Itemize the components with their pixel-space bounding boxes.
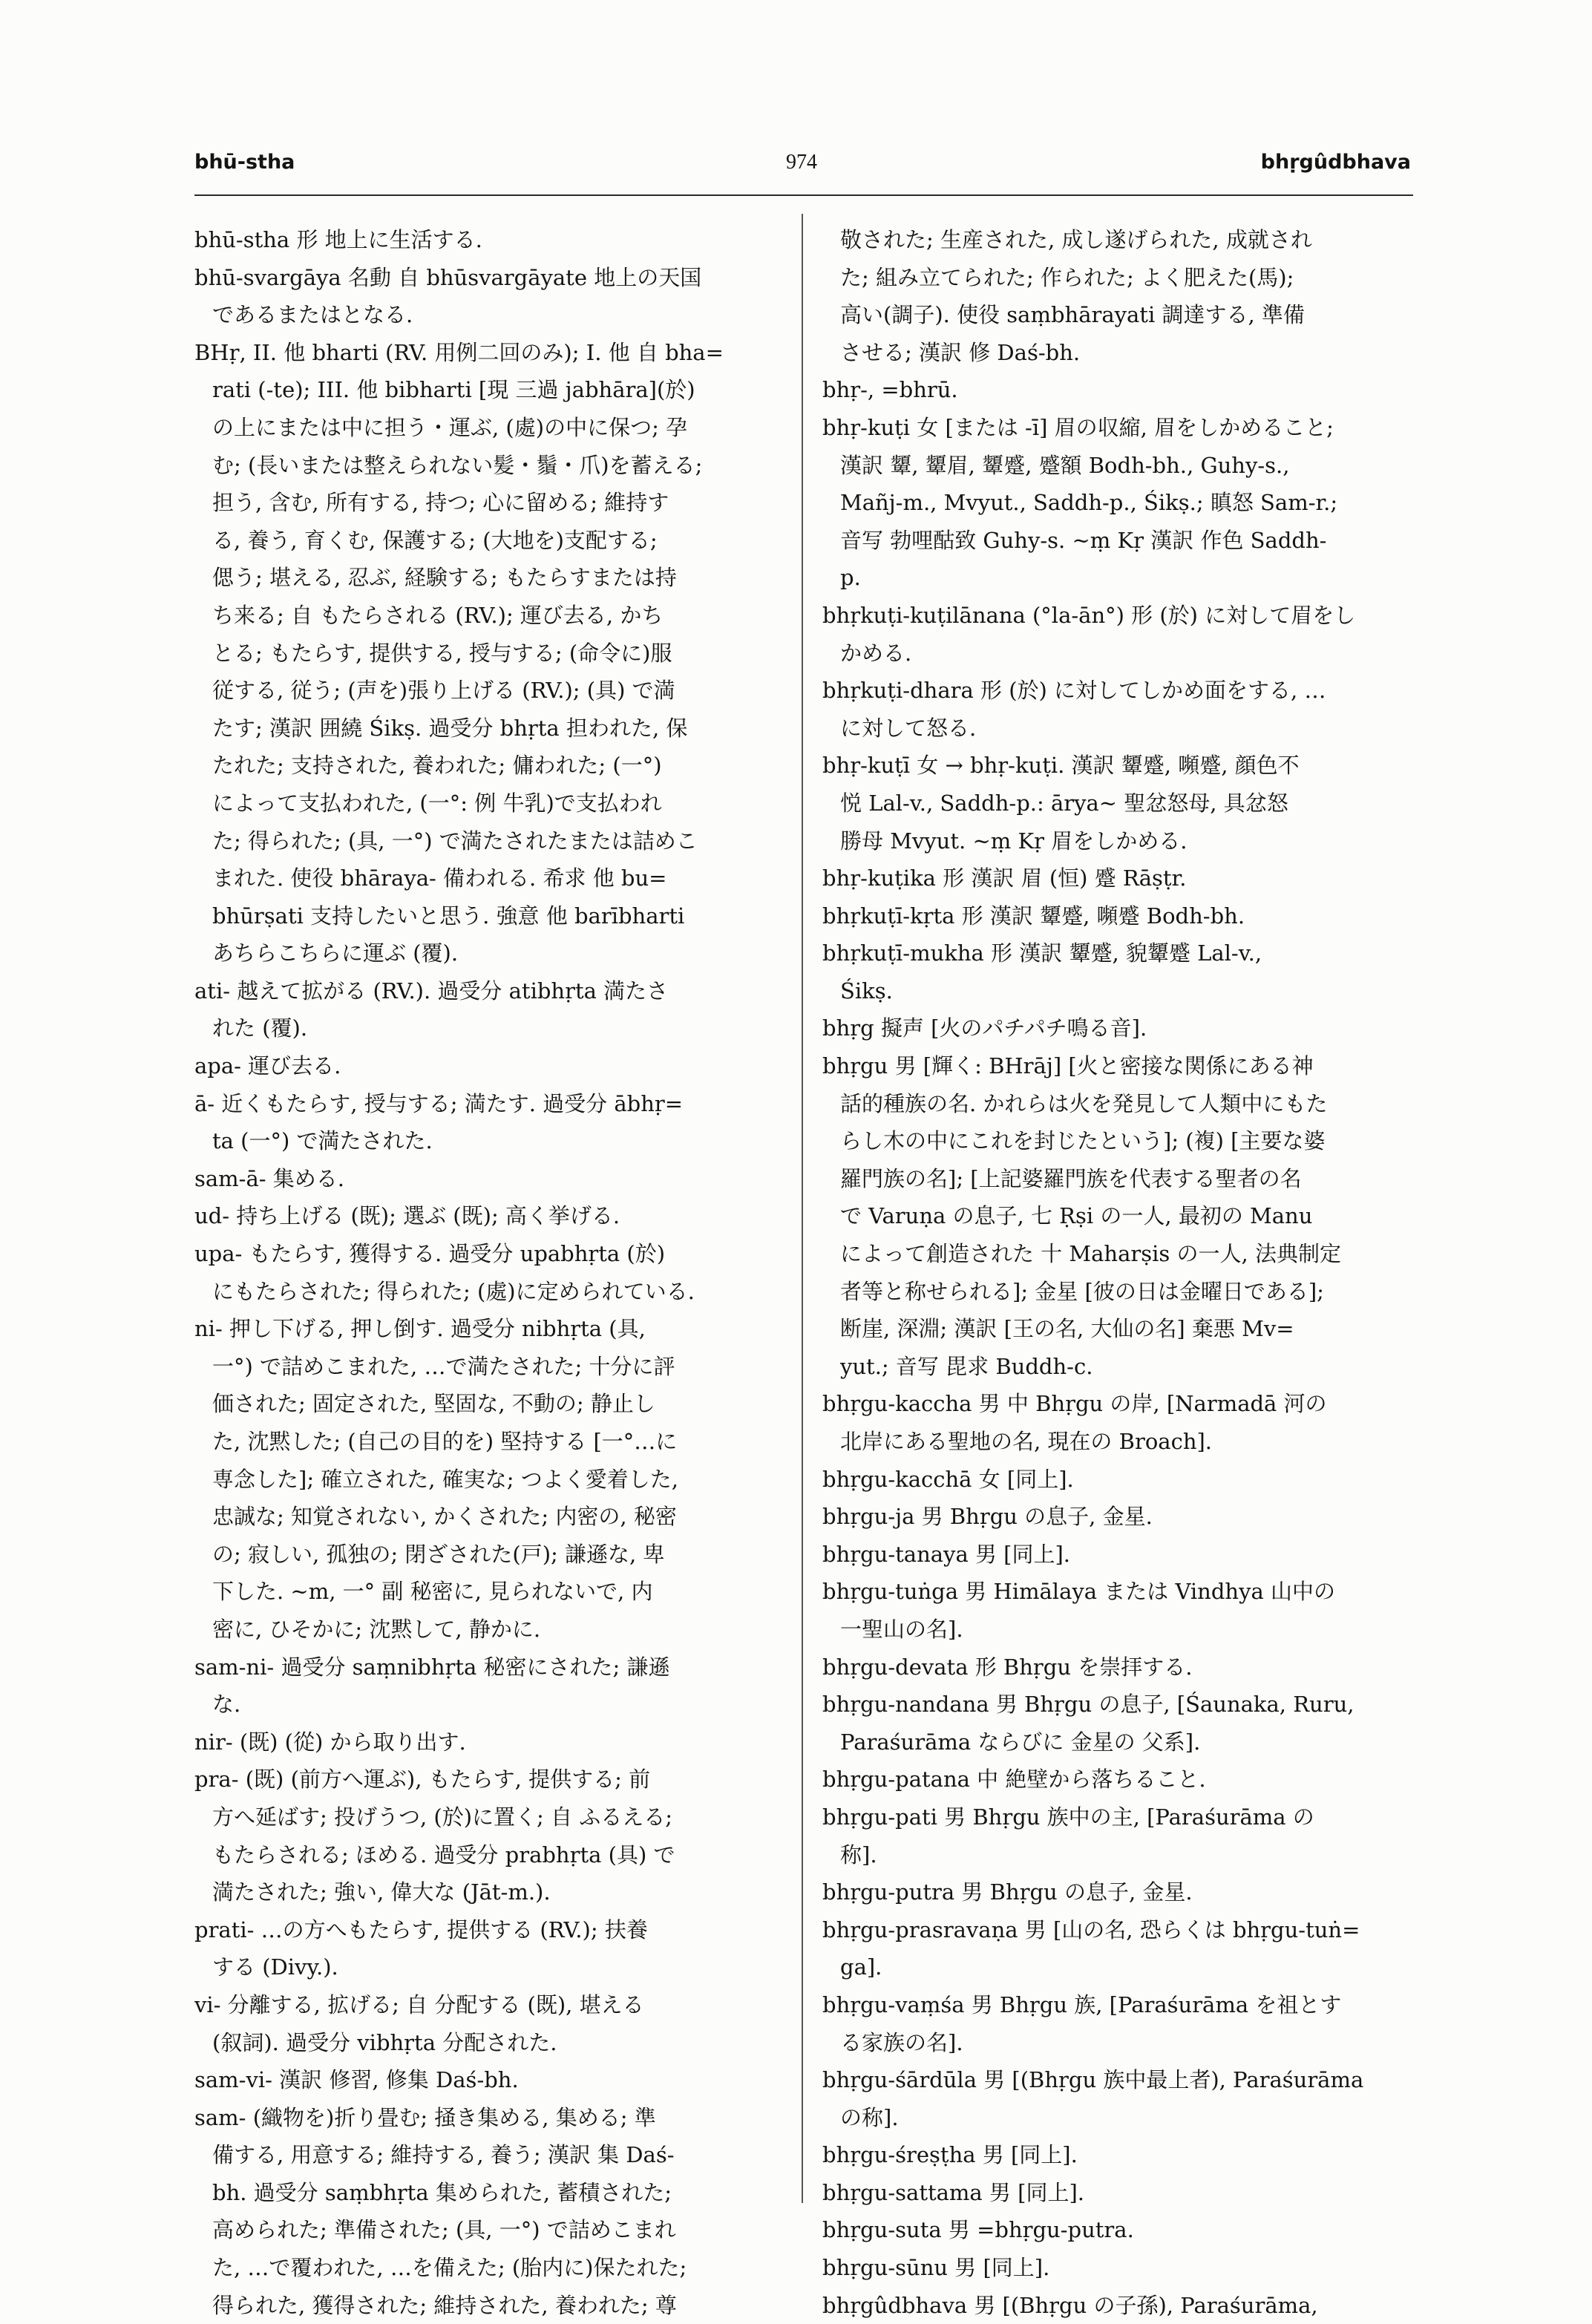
entry-headword-line: bhṛgu-vaṃśa 男 Bhṛgu 族, [Paraśurāma を祖とす [822, 1991, 1342, 2017]
entry-continuation-line: に対して怒る. [840, 715, 977, 741]
entry-continuation-line: 勝母 Mvyut. ~ṃ Kṛ 眉をしかめる. [840, 828, 1188, 854]
entry-continuation-line: 得られた, 獲得された; 維持された, 養われた; 尊 [212, 2292, 677, 2318]
entry-continuation-line: 密に, ひそかに; 沈黙して, 静かに. [212, 1616, 541, 1642]
column-divider [802, 214, 803, 2203]
entry-continuation-line: らし木の中にこれを封じたという]; (複) [主要な婆 [840, 1128, 1326, 1154]
entry-continuation-line: 方へ延ばす; 投げうつ, (於)に置く; 自 ふるえる; [212, 1804, 673, 1830]
entry-continuation-line: 者等と称せられる]; 金星 [彼の日は金曜日である]; [840, 1278, 1324, 1304]
entry-continuation-line: の称]. [840, 2104, 899, 2130]
entry-headword-line: bhṛgu-prasravaṇa 男 [山の名, 恐らくは bhṛgu-tuṅ= [822, 1917, 1360, 1942]
entry-headword-line: bhṛgu-patana 中 絶壁から落ちること. [822, 1767, 1206, 1793]
entry-headword-line: bhṛgu-tanaya 男 [同上]. [822, 1541, 1071, 1567]
entry-continuation-line: る家族の名]. [840, 2029, 963, 2055]
entry-continuation-line: 北岸にある聖地の名, 現在の Broach]. [840, 1429, 1213, 1454]
entry-continuation-line: rati (-te); III. 他 bibharti [現 三過 jabhāra](於) [212, 377, 695, 403]
entry-headword-line: bhṛkuṭi-dhara 形 (於) に対してしかめ面をする, … [822, 678, 1326, 704]
entry-continuation-line: 一°) で詰めこまれた, …で満たされた; 十分に評 [212, 1353, 675, 1379]
entry-continuation-line: 担う, 含む, 所有する, 持つ; 心に留める; 維持す [212, 490, 669, 516]
entry-continuation-line: ga]. [840, 1954, 882, 1980]
entry-continuation-line: 悦 Lal-v., Saddh-p.: ārya~ 聖忿怒母, 具忿怒 [840, 790, 1288, 816]
entry-continuation-line: であるまたはとなる. [212, 302, 413, 328]
entry-headword-line: bhṛ-kuṭika 形 漢訳 眉 (恒) 蹙 Rāṣṭr. [822, 865, 1187, 891]
entry-continuation-line: p. [840, 565, 861, 591]
entry-headword-line: bhṛ-kuṭi 女 [または -ī] 眉の収縮, 眉をしかめること; [822, 414, 1334, 440]
entry-continuation-line: 備する, 用意する; 維持する, 養う; 漢訳 集 Daś- [212, 2142, 675, 2168]
entry-continuation-line: させる; 漢訳 修 Daś-bh. [840, 339, 1081, 365]
entry-continuation-line: 偲う; 堪える, 忍ぶ, 経験する; もたらすまたは持 [212, 565, 677, 591]
entry-continuation-line: とる; もたらす, 提供する, 授与する; (命令に)服 [212, 640, 672, 666]
entry-continuation-line: 高い(調子). 使役 saṃbhārayati 調達する, 準備 [840, 302, 1305, 328]
entry-continuation-line: Śikṣ. [840, 978, 893, 1004]
page-number: 974 [786, 151, 817, 174]
entry-continuation-line: 話的種族の名. かれらは火を発見して人類中にもた [840, 1090, 1328, 1116]
entry-headword-line: ni- 押し下げる, 押し倒す. 過受分 nibhṛta (具, [194, 1316, 646, 1342]
entry-headword-line: bhṛkuṭi-kuṭilānana (°la-ān°) 形 (於) に対して眉をし [822, 602, 1356, 628]
entry-continuation-line: 価された; 固定された, 堅固な, 不動の; 静止し [212, 1391, 655, 1417]
entry-headword-line: bhṛgu-sattama 男 [同上]. [822, 2179, 1084, 2205]
entry-headword-line: bhṛgu 男 [輝く: BHrāj] [火と密接な関係にある神 [822, 1053, 1314, 1079]
entry-headword-line: prati- …の方へもたらす, 提供する (RV.); 扶養 [194, 1917, 648, 1942]
entry-continuation-line: れた (覆). [212, 1015, 308, 1041]
entry-continuation-line: た, 沈黙した; (自己の目的を) 堅持する [一°…に [212, 1429, 678, 1454]
entry-headword-line: bhū-svargāya 名動 自 bhūsvargāyate 地上の天国 [194, 264, 702, 290]
running-head-right: bhṛgûdbhava [1260, 151, 1411, 174]
entry-headword-line: bhṛgûdbhava 男 [(Bhṛgu の子孫), Paraśurāma, [822, 2292, 1318, 2318]
entry-headword-line: bhṛgu-devata 形 Bhṛgu を崇拝する. [822, 1654, 1193, 1680]
entry-continuation-line: 漢訳 顰, 顰眉, 顰蹙, 蹙額 Bodh-bh., Guhy-s., [840, 452, 1290, 478]
entry-continuation-line: 音写 勃哩酤致 Guhy-s. ~ṃ Kṛ 漢訳 作色 Saddh- [840, 527, 1327, 553]
entry-continuation-line: た; 組み立てられた; 作られた; よく肥えた(馬); [840, 264, 1294, 290]
entry-headword-line: bhū-stha 形 地上に生活する. [194, 227, 482, 252]
entry-continuation-line: 敬された; 生産された, 成し遂げられた, 成就され [840, 227, 1312, 252]
entry-headword-line: pra- (既) (前方へ運ぶ), もたらす, 提供する; 前 [194, 1767, 651, 1793]
entry-continuation-line: たす; 漢訳 囲繞 Śikṣ. 過受分 bhṛta 担われた, 保 [212, 715, 688, 741]
entry-headword-line: ud- 持ち上げる (既); 選ぶ (既); 高く挙げる. [194, 1203, 620, 1229]
entry-continuation-line: 従する, 従う; (声を)張り上げる (RV.); (具) で満 [212, 678, 675, 704]
entry-headword-line: upa- もたらす, 獲得する. 過受分 upabhṛta (於) [194, 1241, 666, 1267]
entry-headword-line: bhṛgu-kaccha 男 中 Bhṛgu の岸, [Narmadā 河の [822, 1391, 1327, 1417]
entry-continuation-line: 称]. [840, 1842, 877, 1868]
entry-headword-line: bhṛgu-pati 男 Bhṛgu 族中の主, [Paraśurāma の [822, 1804, 1314, 1830]
entry-continuation-line: 下した. ~m, 一° 副 秘密に, 見られないで, 内 [212, 1579, 653, 1605]
entry-headword-line: apa- 運び去る. [194, 1053, 341, 1079]
entry-continuation-line: bhūrṣati 支持したいと思う. 強意 他 barībharti [212, 903, 685, 929]
entry-continuation-line: な. [212, 1692, 241, 1718]
entry-continuation-line: ち来る; 自 もたらされる (RV.); 運び去る, かち [212, 602, 664, 628]
entry-headword-line: bhṛ-, =bhrū. [822, 377, 958, 403]
entry-headword-line: bhṛgu-ja 男 Bhṛgu の息子, 金星. [822, 1504, 1153, 1530]
entry-headword-line: bhṛgu-śārdūla 男 [(Bhṛgu 族中最上者), Paraśurāma [822, 2067, 1364, 2093]
entry-headword-line: bhṛg 擬声 [火のパチパチ鳴る音]. [822, 1015, 1147, 1041]
entry-headword-line: sam-ā- 集める. [194, 1165, 344, 1191]
entry-headword-line: bhṛgu-sūnu 男 [同上]. [822, 2255, 1050, 2281]
entry-continuation-line: た, …で覆われた, …を備えた; (胎内に)保たれた; [212, 2255, 687, 2281]
entry-headword-line: BHṛ, II. 他 bharti (RV. 用例二回のみ); I. 他 自 bha= [194, 339, 724, 365]
entry-continuation-line: する (Divy.). [212, 1954, 338, 1980]
entry-headword-line: vi- 分離する, 拡げる; 自 分配する (既), 堪える [194, 1991, 644, 2017]
right-column [822, 221, 1409, 2324]
left-column [194, 221, 781, 2324]
entry-continuation-line: bh. 過受分 saṃbhṛta 集められた, 蓄積された; [212, 2179, 672, 2205]
entry-continuation-line: あちらこちらに運ぶ (覆). [212, 940, 459, 966]
entry-headword-line: bhṛ-kuṭī 女 → bhṛ-kuṭi. 漢訳 顰蹙, 嚬蹙, 顔色不 [822, 753, 1300, 779]
entry-continuation-line: によって創造された 十 Maharṣis の一人, 法典制定 [840, 1241, 1341, 1267]
entry-continuation-line: にもたらされた; 得られた; (處)に定められている. [212, 1278, 695, 1304]
running-head-left: bhū-stha [194, 151, 295, 174]
entry-continuation-line: かめる. [840, 640, 912, 666]
entry-continuation-line: の上にまたは中に担う・運ぶ, (處)の中に保つ; 孕 [212, 414, 688, 440]
entry-headword-line: bhṛgu-tuṅga 男 Himālaya または Vindhya 山中の [822, 1579, 1335, 1605]
entry-continuation-line: 羅門族の名]; [上記婆羅門族を代表する聖者の名 [840, 1165, 1302, 1191]
entry-continuation-line: Paraśurāma ならびに 金星の 父系]. [840, 1729, 1201, 1755]
entry-continuation-line: 一聖山の名]. [840, 1616, 963, 1642]
entry-continuation-line: まれた. 使役 bhāraya- 備われる. 希求 他 bu= [212, 865, 667, 891]
entry-continuation-line: の; 寂しい, 孤独の; 閉ざされた(戸); 謙遜な, 卑 [212, 1541, 665, 1567]
entry-headword-line: bhṛgu-putra 男 Bhṛgu の息子, 金星. [822, 1879, 1193, 1905]
entry-headword-line: bhṛgu-kacchā 女 [同上]. [822, 1466, 1074, 1492]
entry-headword-line: sam- (織物を)折り畳む; 掻き集める, 集める; 準 [194, 2104, 656, 2130]
entry-continuation-line: Mañj-m., Mvyut., Saddh-p., Śikṣ.; 瞋怒 Sam-r.; [840, 490, 1338, 516]
entry-headword-line: bhṛkuṭī-mukha 形 漢訳 顰蹙, 貌顰蹙 Lal-v., [822, 940, 1262, 966]
entry-continuation-line: 高められた; 準備された; (具, 一°) で詰めこまれ [212, 2217, 676, 2243]
entry-continuation-line: もたらされる; ほめる. 過受分 prabhṛta (具) で [212, 1842, 675, 1868]
entry-headword-line: bhṛgu-nandana 男 Bhṛgu の息子, [Śaunaka, Ruru, [822, 1692, 1354, 1718]
entry-continuation-line: る, 養う, 育くむ, 保護する; (大地を)支配する; [212, 527, 658, 553]
entry-continuation-line: 忠誠な; 知覚されない, かくされた; 内密の, 秘密 [212, 1504, 677, 1530]
entry-continuation-line: で Varuṇa の息子, 七 Ṛṣi の一人, 最初の Manu [840, 1203, 1313, 1229]
entry-continuation-line: 断崖, 深淵; 漢訳 [王の名, 大仙の名] 棄悪 Mv= [840, 1316, 1294, 1342]
entry-continuation-line: たれた; 支持された, 養われた; 傭われた; (一°) [212, 753, 662, 779]
entry-continuation-line: yut.; 音写 毘求 Buddh-c. [840, 1353, 1093, 1379]
entry-headword-line: ā- 近くもたらす, 授与する; 満たす. 過受分 ābhṛ= [194, 1090, 684, 1116]
entry-continuation-line: た; 得られた; (具, 一°) で満たされたまたは詰めこ [212, 828, 698, 854]
entry-headword-line: nir- (既) (從) から取り出す. [194, 1729, 466, 1755]
entry-headword-line: bhṛgu-śreṣṭha 男 [同上]. [822, 2142, 1078, 2168]
header-rule [194, 194, 1413, 196]
entry-continuation-line: (叙詞). 過受分 vibhṛta 分配された. [212, 2029, 557, 2055]
entry-headword-line: ati- 越えて拡がる (RV.). 過受分 atibhṛta 満たさ [194, 978, 669, 1004]
entry-headword-line: sam-ni- 過受分 saṃnibhṛta 秘密にされた; 謙遜 [194, 1654, 670, 1680]
entry-continuation-line: によって支払われた, (一°: 例 牛乳)で支払われ [212, 790, 662, 816]
entry-headword-line: bhṛkuṭī-kṛta 形 漢訳 顰蹙, 嚬蹙 Bodh-bh. [822, 903, 1245, 929]
entry-continuation-line: む; (長いまたは整えられない髪・鬚・爪)を蓄える; [212, 452, 703, 478]
entry-headword-line: sam-vi- 漢訳 修習, 修集 Daś-bh. [194, 2067, 519, 2093]
entry-headword-line: bhṛgu-suta 男 =bhṛgu-putra. [822, 2217, 1134, 2243]
entry-continuation-line: ta (一°) で満たされた. [212, 1128, 433, 1154]
entry-continuation-line: 専念した]; 確立された, 確実な; つよく愛着した, [212, 1466, 678, 1492]
entry-continuation-line: 満たされた; 強い, 偉大な (Jāt-m.). [212, 1879, 551, 1905]
